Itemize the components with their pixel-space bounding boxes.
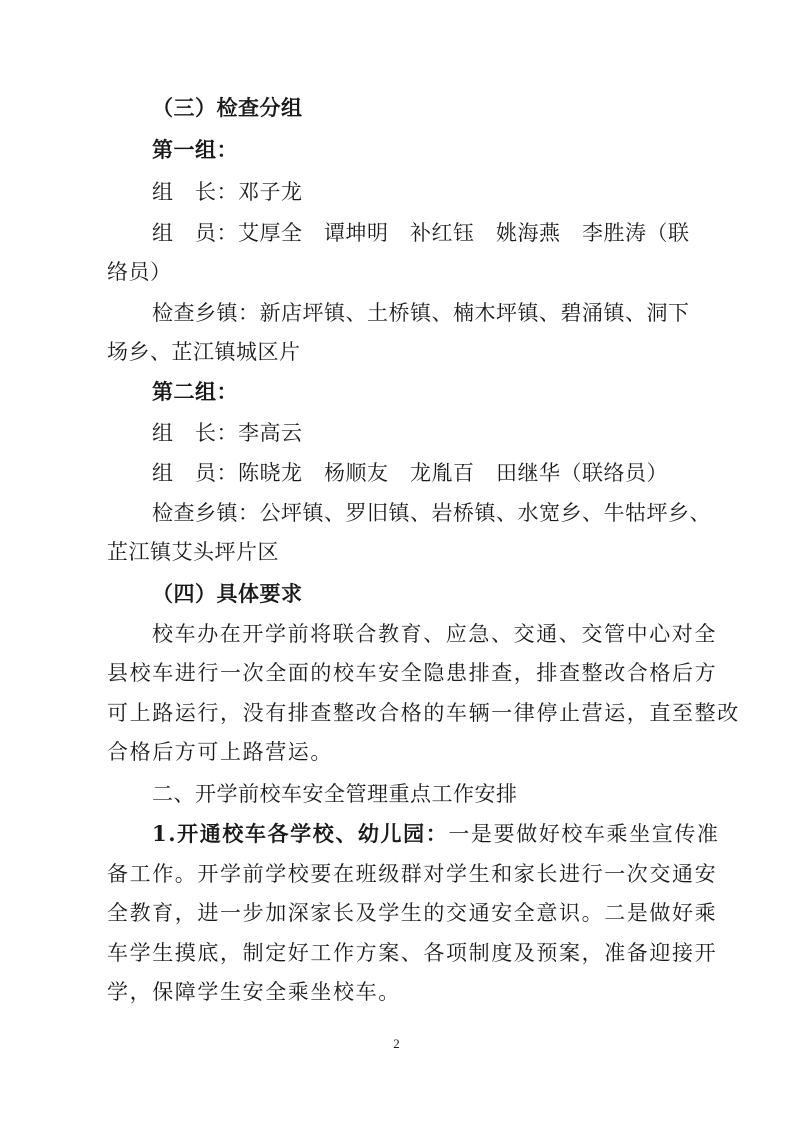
group2-members-line1: 组 员：陈晓龙 杨顺友 龙胤百 田继华（联络员） [152, 461, 668, 485]
page-number: 2 [393, 1036, 400, 1051]
group2-towns-line2: 芷江镇艾头坪片区 [107, 540, 279, 564]
part2-heading: 二、开学前校车安全管理重点工作安排 [152, 782, 518, 806]
item1-line: 车学生摸底，制定好工作方案、各项制度及预案，准备迎接开 [107, 941, 718, 965]
item1-lead-bold: 1.开通校车各学校、幼儿园： [152, 821, 449, 846]
group1-title: 第一组： [152, 137, 238, 162]
item1-line: 全教育，进一步加深家长及学生的交通安全意识。二是做好乘 [107, 901, 718, 925]
item1-line: 学，保障学生安全乘坐校车。 [107, 980, 401, 1004]
requirements-line: 可上路运行，没有排查整改合格的车辆一律停止营运，直至整改 [107, 701, 740, 725]
section-heading-inspection-groups: （三）检查分组 [152, 95, 303, 120]
requirements-line: 校车办在开学前将联合教育、应急、交通、交管中心对全 [152, 622, 717, 646]
requirements-line: 县校车进行一次全面的校车安全隐患排查，排查整改合格后方 [107, 661, 718, 685]
requirements-line: 合格后方可上路营运。 [107, 740, 333, 764]
group1-towns-line2: 场乡、芷江镇城区片 [107, 340, 301, 364]
group1-members-line1: 组 员：艾厚全 谭坤明 补红钰 姚海燕 李胜涛（联 [152, 221, 690, 245]
group2-towns-line1: 检查乡镇：公坪镇、罗旧镇、岩桥镇、水宽乡、牛牯坪乡、 [152, 501, 711, 525]
item1-line: 备工作。开学前学校要在班级群对学生和家长进行一次交通安 [107, 862, 718, 886]
item1-lead-rest: 一是要做好校车乘坐宣传准 [448, 822, 720, 846]
group2-leader: 组 长：李高云 [152, 421, 303, 445]
group1-leader: 组 长：邓子龙 [152, 180, 303, 204]
section-heading-requirements: （四）具体要求 [152, 581, 303, 606]
group1-members-line2: 络员） [107, 260, 172, 284]
item1-first-line [152, 820, 793, 848]
group1-towns-line1: 检查乡镇：新店坪镇、土桥镇、楠木坪镇、碧涌镇、洞下 [152, 301, 690, 325]
group2-title: 第二组： [152, 379, 238, 404]
